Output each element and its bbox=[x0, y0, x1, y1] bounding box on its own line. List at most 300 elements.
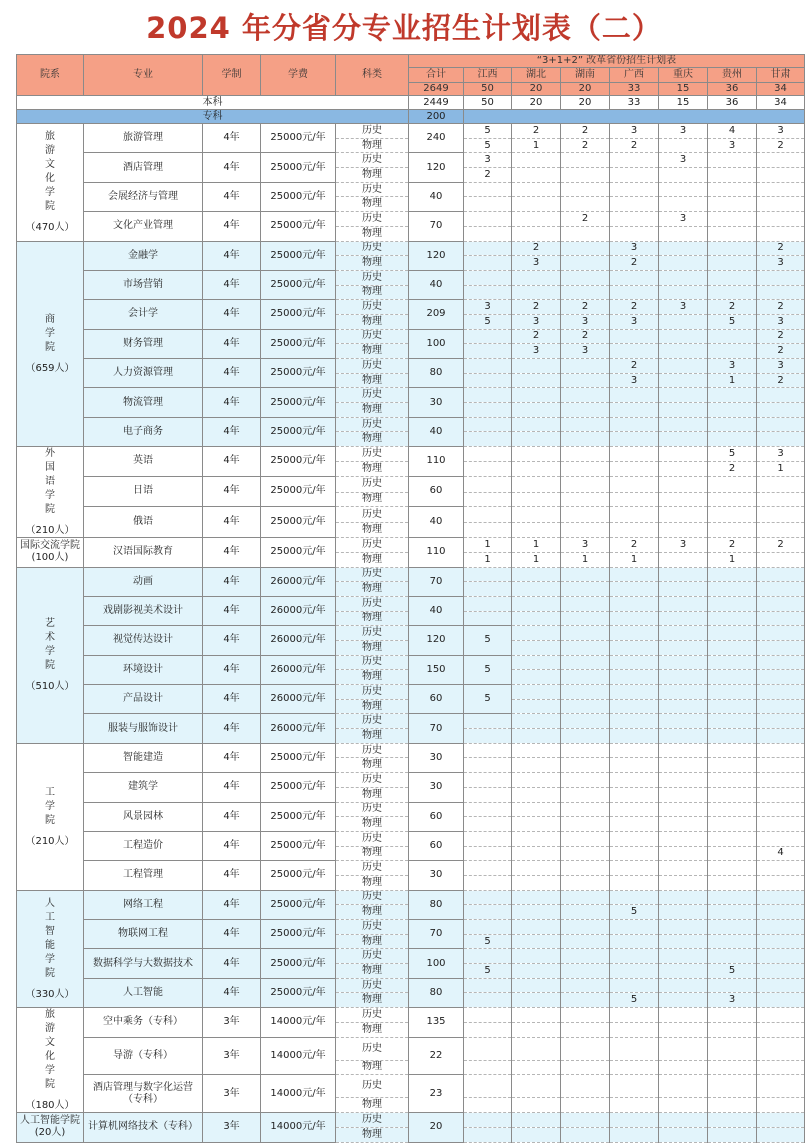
major-name: 建筑学 bbox=[84, 773, 203, 802]
major-duration: 4年 bbox=[203, 538, 261, 567]
province-count bbox=[561, 1060, 610, 1075]
college-count: （470人） bbox=[25, 222, 75, 234]
province-count bbox=[561, 758, 610, 773]
province-count bbox=[610, 168, 659, 183]
province-count bbox=[512, 729, 561, 744]
major-row bbox=[17, 831, 805, 846]
major-total: 60 bbox=[409, 831, 464, 860]
major-fee: 25000元/年 bbox=[261, 949, 336, 978]
major-duration: 4年 bbox=[203, 447, 261, 476]
province-count bbox=[708, 197, 757, 212]
province-count bbox=[659, 802, 708, 817]
province-count bbox=[561, 875, 610, 890]
major-total: 23 bbox=[409, 1075, 464, 1113]
province-count bbox=[464, 949, 512, 964]
subject-cell: 历史 bbox=[336, 212, 409, 227]
province-count bbox=[659, 611, 708, 626]
province-count: 3 bbox=[708, 993, 757, 1008]
province-count bbox=[610, 611, 659, 626]
major-row bbox=[17, 861, 805, 876]
province-count: 2 bbox=[512, 124, 561, 139]
subject-cell: 历史 bbox=[336, 802, 409, 817]
major-row bbox=[17, 241, 805, 256]
province-count bbox=[659, 773, 708, 788]
major-name: 人力资源管理 bbox=[84, 359, 203, 388]
major-name: 产品设计 bbox=[84, 685, 203, 714]
province-count: 2 bbox=[610, 300, 659, 315]
subject-cell: 历史 bbox=[336, 476, 409, 492]
province-count: 2 bbox=[561, 138, 610, 153]
province-count bbox=[610, 729, 659, 744]
province-count bbox=[464, 920, 512, 935]
major-total: 20 bbox=[409, 1113, 464, 1142]
province-count: 2 bbox=[757, 300, 805, 315]
province-count bbox=[512, 523, 561, 538]
province-count bbox=[708, 153, 757, 168]
header-total: 合计 bbox=[409, 68, 464, 83]
province-count bbox=[659, 1127, 708, 1142]
province-count: 2 bbox=[757, 329, 805, 344]
province-count bbox=[512, 1008, 561, 1023]
province-count bbox=[464, 523, 512, 538]
province-count bbox=[610, 403, 659, 418]
province-count bbox=[757, 582, 805, 597]
province-count: 3 bbox=[610, 314, 659, 329]
subject-cell: 物理 bbox=[336, 461, 409, 476]
province-count: 2 bbox=[561, 124, 610, 139]
province-count bbox=[708, 285, 757, 300]
province-count bbox=[610, 714, 659, 729]
province-count bbox=[757, 1113, 805, 1128]
major-duration: 4年 bbox=[203, 773, 261, 802]
major-fee: 25000元/年 bbox=[261, 920, 336, 949]
province-count bbox=[659, 582, 708, 597]
province-count bbox=[512, 758, 561, 773]
province-count bbox=[757, 1127, 805, 1142]
province-count bbox=[757, 758, 805, 773]
major-name: 人工智能 bbox=[84, 978, 203, 1007]
province-count bbox=[659, 241, 708, 256]
subject-cell: 物理 bbox=[336, 256, 409, 271]
province-count bbox=[512, 743, 561, 758]
province-count: 2 bbox=[464, 168, 512, 183]
major-duration: 4年 bbox=[203, 890, 261, 919]
province-count bbox=[512, 507, 561, 523]
subject-cell: 历史 bbox=[336, 685, 409, 700]
college-count: （659人） bbox=[25, 362, 75, 374]
province-count bbox=[512, 153, 561, 168]
province-count bbox=[561, 729, 610, 744]
province-count bbox=[659, 359, 708, 374]
province-count: 2 bbox=[561, 300, 610, 315]
college-name: 工学院 bbox=[45, 786, 55, 826]
province-count bbox=[708, 523, 757, 538]
province-count bbox=[659, 714, 708, 729]
province-count bbox=[659, 846, 708, 861]
college-cell bbox=[17, 890, 84, 1008]
province-count bbox=[757, 787, 805, 802]
subject-cell: 历史 bbox=[336, 714, 409, 729]
major-fee: 26000元/年 bbox=[261, 685, 336, 714]
major-total: 40 bbox=[409, 507, 464, 538]
major-fee: 25000元/年 bbox=[261, 802, 336, 831]
province-count bbox=[561, 403, 610, 418]
major-total: 40 bbox=[409, 417, 464, 446]
province-count bbox=[464, 359, 512, 374]
subject-cell: 历史 bbox=[336, 978, 409, 993]
province-count bbox=[708, 344, 757, 359]
province-count bbox=[757, 773, 805, 788]
province-count bbox=[708, 802, 757, 817]
province-count bbox=[464, 182, 512, 197]
province-count bbox=[708, 432, 757, 447]
province-count bbox=[757, 626, 805, 641]
major-name: 工程造价 bbox=[84, 831, 203, 860]
major-row bbox=[17, 714, 805, 729]
province-count bbox=[464, 582, 512, 597]
province-count bbox=[659, 640, 708, 655]
province-count bbox=[610, 596, 659, 611]
subject-cell: 历史 bbox=[336, 1008, 409, 1023]
province-count bbox=[610, 758, 659, 773]
major-duration: 4年 bbox=[203, 124, 261, 153]
province-count bbox=[659, 270, 708, 285]
province-count bbox=[464, 226, 512, 241]
province-count bbox=[659, 256, 708, 271]
college-count: （180人） bbox=[25, 1100, 75, 1112]
major-fee: 14000元/年 bbox=[261, 1037, 336, 1075]
province-count bbox=[561, 802, 610, 817]
province-count bbox=[512, 920, 561, 935]
subject-cell: 历史 bbox=[336, 567, 409, 582]
province-count bbox=[708, 685, 757, 700]
major-fee: 25000元/年 bbox=[261, 773, 336, 802]
province-count bbox=[708, 567, 757, 582]
province-count bbox=[561, 1022, 610, 1037]
major-fee: 25000元/年 bbox=[261, 743, 336, 772]
province-count bbox=[512, 1060, 561, 1075]
province-count: 5 bbox=[708, 314, 757, 329]
province-count bbox=[512, 476, 561, 492]
province-count: 2 bbox=[512, 300, 561, 315]
major-row bbox=[17, 1037, 805, 1060]
province-count bbox=[561, 417, 610, 432]
header-fee: 学费 bbox=[261, 55, 336, 96]
province-count bbox=[610, 890, 659, 905]
province-count bbox=[610, 949, 659, 964]
province-count bbox=[561, 890, 610, 905]
province-count bbox=[757, 212, 805, 227]
province-count bbox=[659, 831, 708, 846]
province-count bbox=[561, 226, 610, 241]
benke-label: 本科 bbox=[17, 96, 409, 110]
benke-value: 20 bbox=[512, 96, 561, 110]
province-count bbox=[757, 388, 805, 403]
header-plan-title: “3+1+2” 改革省份招生计划表 bbox=[409, 55, 805, 68]
province-count bbox=[708, 596, 757, 611]
major-total: 110 bbox=[409, 447, 464, 476]
province-count: 2 bbox=[561, 212, 610, 227]
province-count: 3 bbox=[757, 256, 805, 271]
province-count bbox=[561, 241, 610, 256]
province-count: 3 bbox=[659, 212, 708, 227]
province-count bbox=[757, 802, 805, 817]
province-count bbox=[561, 1037, 610, 1060]
province-count bbox=[561, 388, 610, 403]
province-count bbox=[561, 476, 610, 492]
major-duration: 3年 bbox=[203, 1037, 261, 1075]
subject-cell: 历史 bbox=[336, 655, 409, 670]
major-name: 文化产业管理 bbox=[84, 212, 203, 241]
major-total: 120 bbox=[409, 153, 464, 182]
major-total: 30 bbox=[409, 861, 464, 890]
major-name: 金融学 bbox=[84, 241, 203, 270]
province-count bbox=[561, 168, 610, 183]
province-count bbox=[659, 403, 708, 418]
province-count bbox=[512, 817, 561, 832]
major-fee: 25000元/年 bbox=[261, 241, 336, 270]
major-total: 40 bbox=[409, 182, 464, 211]
province-count: 1 bbox=[512, 552, 561, 567]
province-count bbox=[512, 432, 561, 447]
province-count bbox=[561, 670, 610, 685]
header-province: 江西 bbox=[464, 68, 512, 83]
major-name: 电子商务 bbox=[84, 417, 203, 446]
major-fee: 25000元/年 bbox=[261, 417, 336, 446]
province-count bbox=[610, 861, 659, 876]
province-count bbox=[659, 567, 708, 582]
province-count bbox=[464, 344, 512, 359]
province-count bbox=[757, 655, 805, 670]
province-count bbox=[757, 476, 805, 492]
province-count bbox=[512, 212, 561, 227]
province-count bbox=[512, 626, 561, 641]
province-count bbox=[659, 758, 708, 773]
subject-cell: 物理 bbox=[336, 373, 409, 388]
major-fee: 25000元/年 bbox=[261, 447, 336, 476]
province-total: 15 bbox=[659, 83, 708, 96]
major-total: 70 bbox=[409, 714, 464, 743]
province-count bbox=[659, 329, 708, 344]
subject-cell: 物理 bbox=[336, 226, 409, 241]
major-fee: 25000元/年 bbox=[261, 538, 336, 567]
province-count bbox=[708, 611, 757, 626]
province-count bbox=[561, 640, 610, 655]
major-total: 60 bbox=[409, 802, 464, 831]
province-count bbox=[561, 831, 610, 846]
province-count bbox=[561, 611, 610, 626]
province-count bbox=[464, 905, 512, 920]
major-fee: 25000元/年 bbox=[261, 388, 336, 417]
subject-cell: 物理 bbox=[336, 344, 409, 359]
province-count bbox=[512, 787, 561, 802]
province-count bbox=[659, 861, 708, 876]
province-count bbox=[708, 846, 757, 861]
province-count bbox=[757, 934, 805, 949]
major-duration: 4年 bbox=[203, 153, 261, 182]
province-count bbox=[561, 567, 610, 582]
province-count bbox=[561, 507, 610, 523]
province-count bbox=[464, 729, 512, 744]
province-count bbox=[464, 373, 512, 388]
major-name: 空中乘务（专科） bbox=[84, 1008, 203, 1037]
province-count bbox=[757, 226, 805, 241]
province-count bbox=[757, 978, 805, 993]
subject-cell: 物理 bbox=[336, 993, 409, 1008]
province-count: 3 bbox=[757, 314, 805, 329]
province-count: 1 bbox=[512, 138, 561, 153]
province-count bbox=[512, 285, 561, 300]
major-name: 旅游管理 bbox=[84, 124, 203, 153]
major-name: 英语 bbox=[84, 447, 203, 476]
major-row bbox=[17, 476, 805, 492]
province-count bbox=[464, 802, 512, 817]
province-count: 3 bbox=[659, 153, 708, 168]
major-total: 120 bbox=[409, 241, 464, 270]
province-count bbox=[561, 285, 610, 300]
province-count bbox=[708, 670, 757, 685]
province-count bbox=[659, 655, 708, 670]
subject-cell: 物理 bbox=[336, 168, 409, 183]
province-count bbox=[512, 373, 561, 388]
province-count bbox=[757, 1037, 805, 1060]
major-duration: 4年 bbox=[203, 714, 261, 743]
province-count bbox=[561, 993, 610, 1008]
province-count: 5 bbox=[610, 905, 659, 920]
province-count bbox=[659, 373, 708, 388]
province-count bbox=[659, 507, 708, 523]
major-duration: 4年 bbox=[203, 920, 261, 949]
province-count: 5 bbox=[464, 314, 512, 329]
major-name: 工程管理 bbox=[84, 861, 203, 890]
province-count bbox=[464, 773, 512, 788]
province-count bbox=[610, 773, 659, 788]
province-count bbox=[659, 182, 708, 197]
province-count bbox=[561, 492, 610, 507]
major-name: 酒店管理 bbox=[84, 153, 203, 182]
province-count bbox=[757, 270, 805, 285]
major-fee: 26000元/年 bbox=[261, 626, 336, 655]
province-count bbox=[659, 875, 708, 890]
province-count bbox=[561, 373, 610, 388]
province-count: 1 bbox=[757, 461, 805, 476]
province-count bbox=[464, 285, 512, 300]
subject-cell: 历史 bbox=[336, 1113, 409, 1128]
major-total: 135 bbox=[409, 1008, 464, 1037]
province-count: 1 bbox=[610, 552, 659, 567]
province-count bbox=[659, 1008, 708, 1023]
subject-cell: 物理 bbox=[336, 552, 409, 567]
province-count bbox=[659, 699, 708, 714]
benke-value: 36 bbox=[708, 96, 757, 110]
province-count bbox=[708, 582, 757, 597]
subject-cell: 历史 bbox=[336, 1075, 409, 1098]
province-count bbox=[610, 329, 659, 344]
province-count bbox=[757, 1075, 805, 1098]
major-total: 80 bbox=[409, 890, 464, 919]
major-name: 数据科学与大数据技术 bbox=[84, 949, 203, 978]
province-count bbox=[659, 197, 708, 212]
college-cell bbox=[17, 124, 84, 242]
province-count bbox=[610, 182, 659, 197]
subject-cell: 物理 bbox=[336, 846, 409, 861]
province-count bbox=[512, 699, 561, 714]
major-name: 视觉传达设计 bbox=[84, 626, 203, 655]
province-count bbox=[708, 787, 757, 802]
province-count: 3 bbox=[464, 153, 512, 168]
major-row bbox=[17, 802, 805, 817]
major-duration: 4年 bbox=[203, 329, 261, 358]
province-count bbox=[610, 626, 659, 641]
province-count bbox=[561, 787, 610, 802]
major-duration: 4年 bbox=[203, 596, 261, 625]
major-row bbox=[17, 153, 805, 168]
province-count bbox=[708, 226, 757, 241]
header-province: 湖南 bbox=[561, 68, 610, 83]
province-count: 2 bbox=[610, 138, 659, 153]
subject-cell: 历史 bbox=[336, 743, 409, 758]
subject-cell: 物理 bbox=[336, 817, 409, 832]
college-name: 旅游文化学院 bbox=[45, 1009, 55, 1091]
subject-cell: 物理 bbox=[336, 758, 409, 773]
province-count bbox=[464, 875, 512, 890]
province-count bbox=[464, 714, 512, 729]
province-count bbox=[512, 875, 561, 890]
major-fee: 26000元/年 bbox=[261, 714, 336, 743]
major-total: 100 bbox=[409, 949, 464, 978]
major-name: 汉语国际教育 bbox=[84, 538, 203, 567]
province-count bbox=[561, 270, 610, 285]
subject-cell: 物理 bbox=[336, 432, 409, 447]
major-fee: 25000元/年 bbox=[261, 890, 336, 919]
province-count bbox=[610, 270, 659, 285]
province-count bbox=[610, 523, 659, 538]
province-count bbox=[610, 476, 659, 492]
province-count bbox=[659, 670, 708, 685]
province-count bbox=[757, 817, 805, 832]
major-name: 智能建造 bbox=[84, 743, 203, 772]
major-duration: 4年 bbox=[203, 270, 261, 299]
subject-cell: 历史 bbox=[336, 241, 409, 256]
major-duration: 4年 bbox=[203, 212, 261, 241]
province-count bbox=[512, 611, 561, 626]
major-row bbox=[17, 1008, 805, 1023]
subject-cell: 历史 bbox=[336, 270, 409, 285]
province-count: 3 bbox=[708, 138, 757, 153]
province-count bbox=[464, 978, 512, 993]
header-row-1 bbox=[17, 55, 805, 68]
province-count bbox=[659, 476, 708, 492]
province-total: 36 bbox=[708, 83, 757, 96]
province-count bbox=[610, 197, 659, 212]
major-total: 209 bbox=[409, 300, 464, 329]
province-count bbox=[610, 640, 659, 655]
province-count bbox=[512, 1113, 561, 1128]
province-count bbox=[464, 993, 512, 1008]
province-count bbox=[659, 1037, 708, 1060]
province-count bbox=[561, 978, 610, 993]
province-total: 20 bbox=[512, 83, 561, 96]
major-row bbox=[17, 1075, 805, 1098]
province-count bbox=[512, 461, 561, 476]
province-count bbox=[512, 640, 561, 655]
province-count: 3 bbox=[610, 124, 659, 139]
zhuanke-total: 200 bbox=[409, 110, 464, 124]
major-duration: 3年 bbox=[203, 1113, 261, 1142]
subject-cell: 历史 bbox=[336, 417, 409, 432]
province-count bbox=[659, 964, 708, 979]
province-count bbox=[512, 388, 561, 403]
